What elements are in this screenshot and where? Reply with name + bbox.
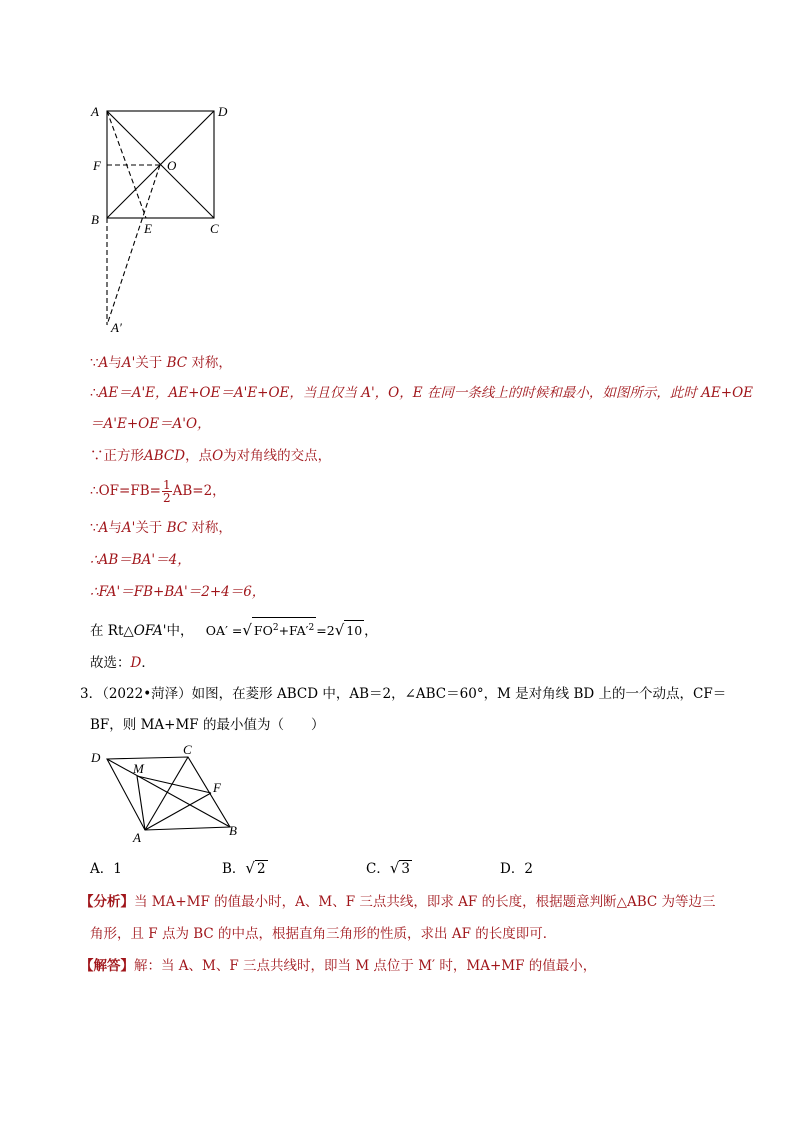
label-C: C <box>210 221 219 236</box>
label-B: B <box>91 212 99 227</box>
solution-line-4: ∵正方形ABCD，点O为对角线的交点， <box>90 448 332 464</box>
solution-line-6: ∵A与A'关于 BC 对称， <box>90 520 232 536</box>
solution-line-9: 在 Rt△OFA'中， OA′ =√ $FO^2+FA'^2 =2√$ 10 ， <box>90 617 378 641</box>
label-M: M <box>133 761 144 776</box>
solution-line-7: ∴AB＝BA'＝4， <box>90 552 191 568</box>
fraction-half: $\frac{1}{2}$ <box>162 478 171 505</box>
label-E: E <box>144 221 152 236</box>
solution-line-2: ∴AE＝A'E，AE+OE＝A'E+OE，当且仅当 A'，O，E 在同一条线上的时候和最小，如图所示，此时 AE+OE <box>90 385 753 401</box>
solution-line-10: 故选：D． <box>90 655 155 671</box>
option-d[interactable]: D．2 <box>500 861 533 877</box>
problem-3-line-1: 3．（2022•菏泽）如图，在菱形 ABCD 中，AB＝2，∠ABC＝60°，M 是对角线 BD 上的一个动点，CF＝ <box>80 686 727 702</box>
label-D: D <box>91 750 101 765</box>
solution-line-8: ∴FA'＝FB+BA'＝2+4＝6， <box>90 584 266 600</box>
solution-line-5: ∴OF=FB= $\frac{1}{2}$ AB=2， <box>90 478 226 505</box>
label-F: F <box>213 780 221 795</box>
option-a[interactable]: A．1 <box>90 861 122 877</box>
label-A: A <box>133 830 141 845</box>
label-A-prime: A′ <box>111 320 122 335</box>
label-C: C <box>183 742 192 757</box>
square-figure <box>85 100 245 340</box>
solution-line-3: ＝A'E+OE＝A'O， <box>90 416 211 432</box>
solution-line-1: ∵A与A'关于 BC 对称， <box>90 355 232 371</box>
label-D: D <box>218 104 228 119</box>
option-c[interactable]: C．√ 3 <box>366 859 410 877</box>
label-A: A <box>91 104 99 119</box>
answer-line: 【解答】解：当 A、M、F 三点共线时，即当 M 点位于 M′ 时，MA+MF 的值最小， <box>80 958 597 974</box>
rhombus-figure <box>85 740 255 845</box>
option-b[interactable]: B．√ 2 <box>222 859 266 877</box>
analysis-line-2: 角形，且 F 点为 BC 的中点，根据直角三角形的性质，求出 AF 的长度即可． <box>90 926 557 942</box>
label-F: F <box>93 158 101 173</box>
analysis-line-1: 【分析】当 MA+MF 的值最小时，A、M、F 三点共线，即求 AF 的长度，根据题意判断△ABC 为等边三 <box>80 894 716 910</box>
label-B: B <box>229 823 237 838</box>
problem-3-line-2: BF，则 MA+MF 的最小值为（ ） <box>90 717 325 733</box>
label-O: O <box>167 158 177 173</box>
